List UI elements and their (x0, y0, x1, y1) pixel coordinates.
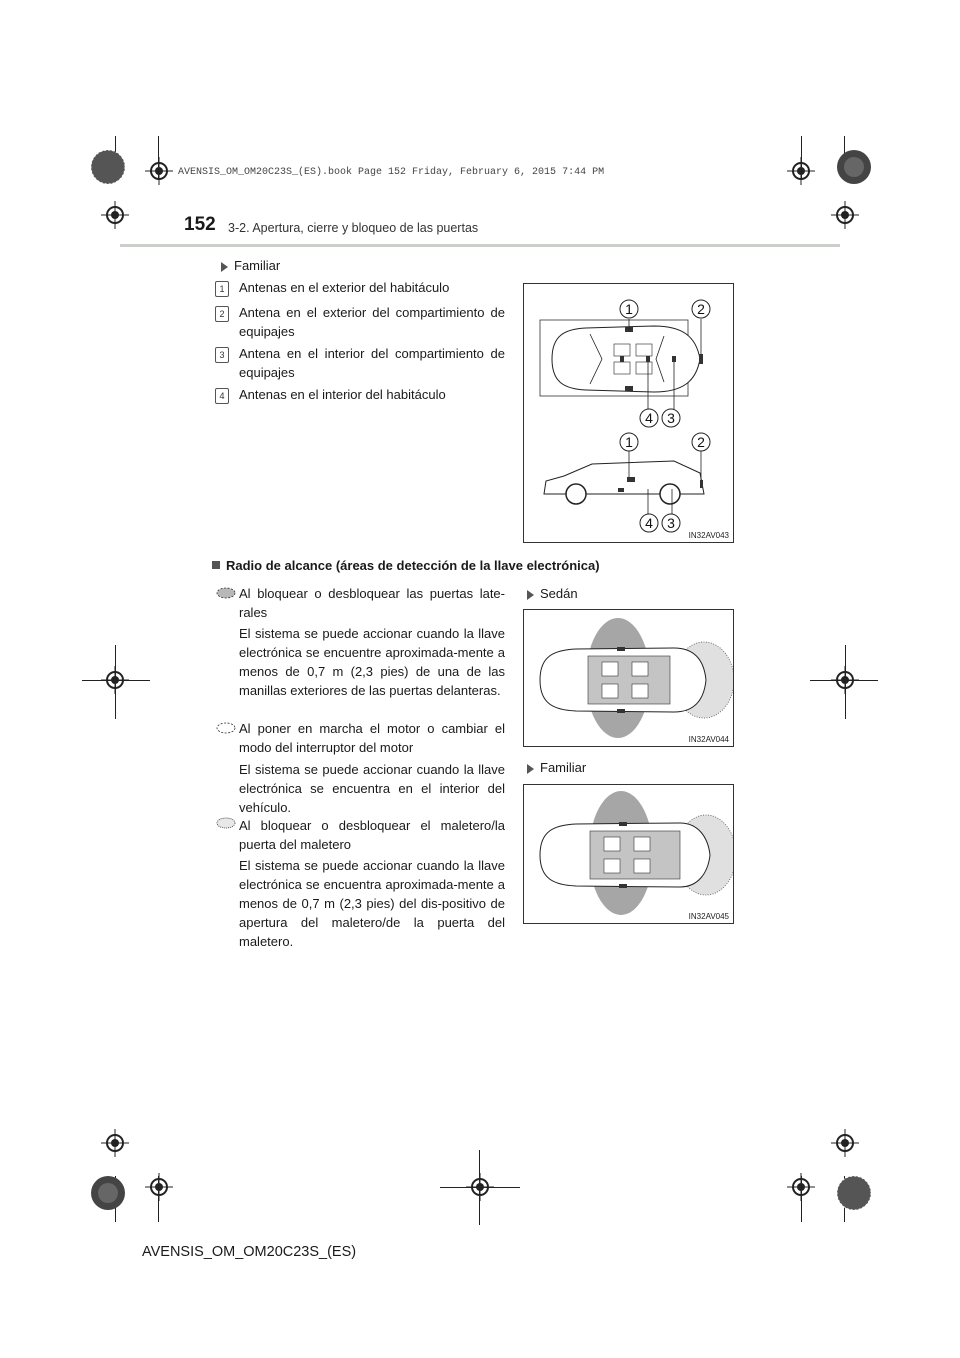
familiar-label-text: Familiar (540, 760, 587, 775)
callout-circle (692, 433, 710, 451)
triangle-bullet-icon (221, 262, 228, 272)
registration-mark-icon (834, 1173, 874, 1213)
callout-circle (620, 433, 638, 451)
triangle-bullet-icon (527, 590, 534, 600)
section-heading (212, 558, 600, 573)
range-area-icon (216, 587, 236, 599)
header-rule (120, 244, 840, 247)
familiar-label (221, 256, 280, 275)
range-area-icon (216, 817, 236, 829)
svg-text:3: 3 (667, 515, 675, 531)
registration-mark-icon (88, 1173, 128, 1213)
antenna-number-badge: 2 (215, 306, 229, 322)
antenna-item: Antena en el interior del compartimiento de equipajes (239, 346, 505, 380)
crosshair-icon (101, 1129, 129, 1157)
antenna-item: Antena en el exterior del compartimiento de equipajes (239, 305, 505, 339)
crosshair-icon (466, 1173, 494, 1201)
callout-circle (692, 300, 710, 318)
figure-code: IN32AV044 (688, 735, 729, 744)
crosshair-icon (787, 157, 815, 185)
crosshair-icon (831, 201, 859, 229)
antenna-number-badge: 1 (215, 281, 229, 297)
crosshair-icon (145, 1173, 173, 1201)
antenna-item: Antenas en el interior del habitáculo (239, 387, 446, 402)
crosshair-icon (831, 1129, 859, 1157)
familiar-label-2 (527, 758, 586, 777)
antenna-item: Antenas en el exterior del habitáculo (239, 280, 450, 295)
sedan-label-text: Sedán (540, 586, 578, 601)
range-body: El sistema se puede accionar cuando la llave electrónica se encuentre aproximada-mente a menos de 0,7 m (2,3 pies) de una de las manillas exteriores de las puertas delanteras. (239, 626, 505, 698)
book-file-info: AVENSIS_OM_OM20C23S_(ES).book Page 152 Friday, February 6, 2015 7:44 PM (178, 167, 605, 178)
svg-text:3: 3 (667, 410, 675, 426)
section-heading-text: Radio de alcance (áreas de detección de la llave electrónica) (226, 558, 600, 573)
registration-mark-icon (88, 147, 128, 187)
familiar-range-diagram (524, 785, 733, 923)
figure-code: IN32AV043 (688, 531, 729, 540)
familiar-label-text: Familiar (234, 258, 281, 273)
antenna-location-figure (523, 283, 734, 543)
square-bullet-icon (212, 561, 220, 569)
callout-circle (662, 409, 680, 427)
range-body: El sistema se puede accionar cuando la llave electrónica se encuentra aproximada-mente a menos de 0,7 m (2,3 pies) del dis-positivo de apertura del maletero/de la puerta del maletero. (239, 858, 505, 949)
footer-doc-code: AVENSIS_OM_OM20C23S_(ES) (142, 1244, 357, 1260)
svg-text:1: 1 (625, 434, 633, 450)
section-title: 3-2. Apertura, cierre y bloqueo de las puertas (228, 221, 479, 235)
crosshair-icon (101, 201, 129, 229)
svg-text:2: 2 (697, 434, 705, 450)
antenna-number-badge: 3 (215, 347, 229, 363)
range-title: Al poner en marcha el motor o cambiar el modo del interruptor del motor (239, 721, 505, 755)
figure-code: IN32AV045 (688, 912, 729, 921)
svg-text:4: 4 (645, 515, 653, 531)
registration-mark-icon (834, 147, 874, 187)
range-title: Al bloquear o desbloquear el maletero/la puerta del maletero (239, 818, 505, 852)
crosshair-icon (145, 157, 173, 185)
antenna-number-badge: 4 (215, 388, 229, 404)
familiar-range-figure (523, 784, 734, 924)
callout-circle (620, 300, 638, 318)
callout-circle (640, 514, 658, 532)
page-number: 152 (184, 214, 216, 235)
sedan-label (527, 584, 578, 603)
crosshair-icon (787, 1173, 815, 1201)
range-area-icon (216, 722, 236, 734)
svg-text:2: 2 (697, 301, 705, 317)
crosshair-icon (831, 666, 859, 694)
sedan-range-figure (523, 609, 734, 747)
crosshair-icon (101, 666, 129, 694)
svg-text:1: 1 (625, 301, 633, 317)
range-body: El sistema se puede accionar cuando la llave electrónica se encuentra en el interior del vehículo. (239, 762, 505, 815)
antenna-diagram (524, 284, 733, 542)
callout-circle (662, 514, 680, 532)
triangle-bullet-icon (527, 764, 534, 774)
sedan-range-diagram (524, 610, 733, 746)
range-title: Al bloquear o desbloquear las puertas late-rales (239, 586, 505, 620)
svg-text:4: 4 (645, 410, 653, 426)
callout-circle (640, 409, 658, 427)
